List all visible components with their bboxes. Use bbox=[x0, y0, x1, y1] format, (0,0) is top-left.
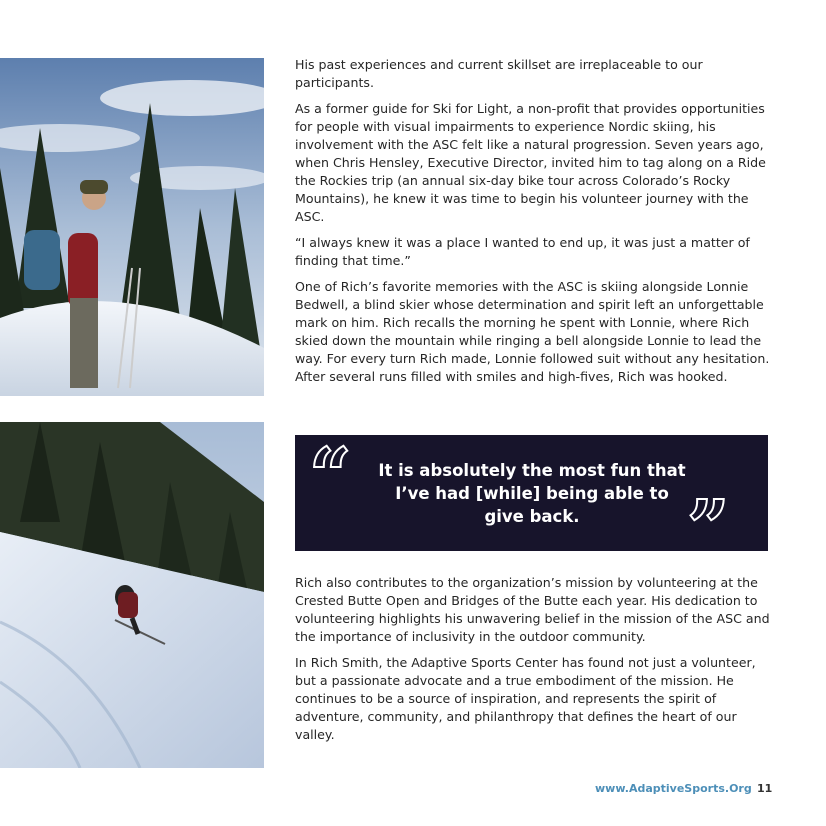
page-number: 11 bbox=[757, 782, 773, 795]
paragraph-quote: “I always knew it was a place I wanted to end up, it was just a matter of finding that time.” bbox=[295, 235, 750, 268]
paragraph-conclusion: In Rich Smith, the Adaptive Sports Center has found not just a volunteer, but a passionate advocate and a true embodiment of the mission. He continues to be a source of inspiration, and represents the spirit of adventure, community, and philanthropy that defines the heart of our valley. bbox=[295, 655, 756, 742]
close-quote-icon: ” bbox=[687, 485, 730, 571]
article-text-bottom bbox=[295, 574, 773, 752]
pull-quote-text: It is absolutely the most fun that I’ve had [while] being able to give back. bbox=[378, 461, 686, 526]
photo-skier-on-ridge bbox=[0, 58, 264, 396]
paragraph-ski-for-light: As a former guide for Ski for Light, a non-profit that provides opportunities for people with visual impairments to experience Nordic skiing, his involvement with the ASC felt like a natural progression. Seven years ago, when Chris Hensley, Executive Director, invited him to tag along on a Ride the Rockies trip (an annual six-day bike tour across Colorado’s Rocky Mountains), he knew it was time to begin his volunteer journey with the ASC. bbox=[295, 101, 766, 224]
photo-skier-descending bbox=[0, 422, 264, 768]
footer-website-link[interactable]: www.AdaptiveSports.Org bbox=[595, 782, 752, 795]
open-quote-icon: “ bbox=[309, 433, 352, 519]
pull-quote-box bbox=[295, 433, 768, 571]
paragraph-intro: His past experiences and current skillset are irreplaceable to our participants. bbox=[295, 57, 703, 90]
paragraph-favorite-memory: One of Rich’s favorite memories with the ASC is skiing alongside Lonnie Bedwell, a blind skier whose determination and spirit left an unforgettable mark on him. Rich recalls the morning he spent with Lonnie, where Rich skied down the mountain while ringing a bell alongside Lonnie to lead the way. For every turn Rich made, Lonnie followed suit without any hesitation. After several runs filled with smiles and high-fives, Rich was hooked. bbox=[295, 279, 770, 384]
article-text-top bbox=[295, 56, 773, 394]
paragraph-contributions: Rich also contributes to the organization’s mission by volunteering at the Crested Butte Open and Bridges of the Butte each year. His dedication to volunteering highlights his unwavering belief in the mission of the ASC and the importance of inclusivity in the outdoor community. bbox=[295, 575, 770, 644]
